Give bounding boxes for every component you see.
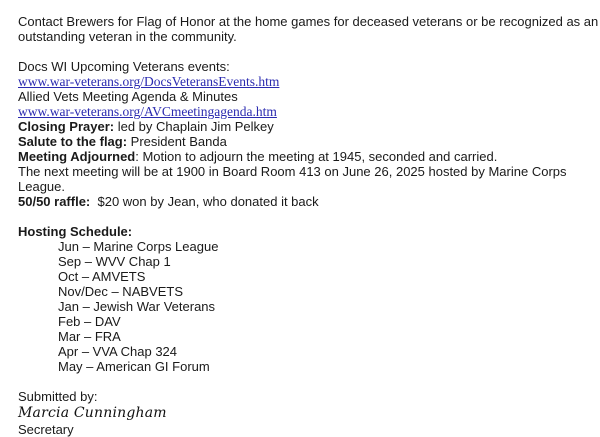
hosting-item: Jan – Jewish War Veterans — [58, 299, 216, 314]
salute-label: Salute to the flag: — [18, 134, 128, 149]
spacer — [18, 209, 588, 224]
hosting-item: Sep – WVV Chap 1 — [58, 254, 171, 269]
spacer — [18, 44, 588, 59]
next-meeting-line-2: League. — [18, 179, 65, 194]
closing-prayer — [18, 119, 588, 134]
agenda-link[interactable]: www.war-veterans.org/AVCmeetingagenda.htm — [18, 104, 277, 119]
salute-text: President Banda — [127, 134, 227, 149]
raffle-text: $20 won by Jean, who donated it back — [90, 194, 319, 209]
raffle — [18, 194, 588, 209]
submitted-by: Submitted by: — [18, 389, 98, 404]
adjourned-text: : Motion to adjourn the meeting at 1945, seconded and carried. — [135, 149, 498, 164]
meeting-adjourned — [18, 149, 588, 164]
hosting-item: Mar – FRA — [58, 329, 121, 344]
hosting-item: Oct – AMVETS — [58, 269, 146, 284]
closing-prayer-label: Closing Prayer: — [18, 119, 115, 134]
hosting-item: Apr – VVA Chap 324 — [58, 344, 178, 359]
events-link[interactable]: www.war-veterans.org/DocsVeteransEvents.htm — [18, 74, 280, 89]
next-meeting-line-1: The next meeting will be at 1900 in Board Room 413 on June 26, 2025 hosted by Marine Corps — [18, 164, 567, 179]
events-heading: Docs WI Upcoming Veterans events: — [18, 59, 230, 74]
hosting-item: May – American GI Forum — [58, 359, 210, 374]
intro-line-1: Contact Brewers for Flag of Honor at the home games for deceased veterans or be recognized as an — [18, 14, 599, 29]
signature-name: Marcia Cunningham — [18, 405, 167, 421]
signature-title: Secretary — [18, 422, 74, 437]
spacer — [18, 374, 588, 389]
hosting-heading: Hosting Schedule: — [18, 224, 133, 239]
hosting-item: Feb – DAV — [58, 314, 121, 329]
raffle-label: 50/50 raffle: — [18, 194, 91, 209]
adjourned-label: Meeting Adjourned — [18, 149, 136, 164]
salute-flag — [18, 134, 588, 149]
intro-line-2: outstanding veteran in the community. — [18, 29, 237, 44]
allied-vets-text: Allied Vets Meeting Agenda & Minutes — [18, 89, 238, 104]
hosting-item: Nov/Dec – NABVETS — [58, 284, 183, 299]
hosting-item: Jun – Marine Corps League — [58, 239, 219, 254]
document-body — [18, 14, 599, 437]
closing-prayer-text: led by Chaplain Jim Pelkey — [114, 119, 274, 134]
